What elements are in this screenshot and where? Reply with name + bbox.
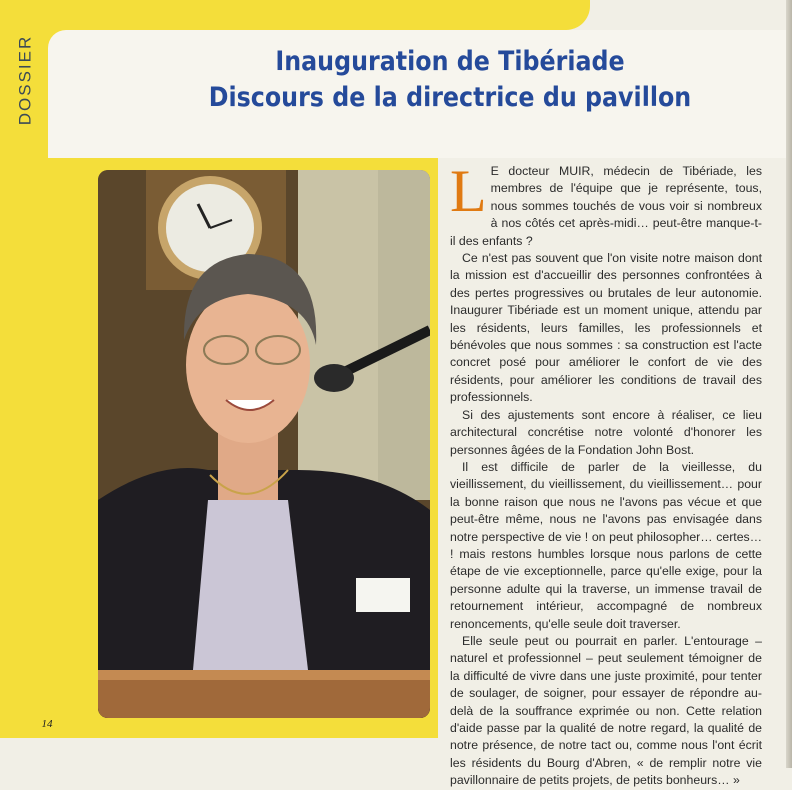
article-paragraph-4: Il est difficile de parler de la vieillesse, du vieillissement, du vieillissement, du vieillissement… pour la bonne raison que nous ne l'avons pas vécue et que peut-être même, nous ne l'avons pas envisagée dans notre perspective de vie ! on peut philosopher… certes… ! mais restons humbles lorsque nous parlons de cette étape de vie exceptionnelle, parce qu'elle exige, pour la personne adulte qui la traverse, un immense travail de retournement intérieur, accompagné de nombreux renoncements, qu'elle seule doit traverser. [450,459,762,631]
speaker-photo-illustration [98,170,430,718]
title-line-1: Inauguration de Tibériade [275,46,625,77]
article-paragraph-2: Ce n'est pas souvent que l'on visite notre maison dont la mission est d'accueillir des personnes confrontées à des pertes progressives ou brutales de leur autonomie. Inaugurer Tibériade est un moment unique, attendu par les résidents, leurs familles, les professionnels et bénévoles que nous sommes : sa construction est l'acte concret posé pour améliorer le confort de vie des résidents, pour améliorer les conditions de travail des professionnels. [450,251,762,405]
article-paragraph-5: Elle seule peut ou pourrait en parler. L'entourage – naturel et professionnel – peut seulement témoigner de la difficulté de vivre dans une juste proximité, pour tenter de soulager, de soigner, pour essayer de répondre au-delà de la souffrance exprimée ou non. Cette relation d'aide passe par la qualité de notre regard, la qualité de notre présence, de notre tact ou, comme nous l'ont écrit les résidents du Bourg d'Abren, « de remplir notre vie pavillonnaire de petits projets, de petits bonheurs… » [450,633,762,788]
yellow-top-strip [0,0,590,30]
title-line-2: Discours de la directrice du pavillon [208,82,692,113]
drop-cap: L [450,158,487,224]
speaker-photo [98,170,430,718]
section-label [10,30,40,130]
page-number-text: 14 [41,718,53,730]
page-spine-shadow [786,0,792,768]
article-body [450,158,762,790]
article-paragraph-3: Si des ajustements sont encore à réaliser, ce lieu architectural concrétise notre volonté d'honorer les personnes âgées de la Fondation John Bost. [450,407,762,457]
page-title [186,44,714,116]
article-paragraph-1-text: E docteur MUIR, médecin de Tibériade, les membres de l'équipe que je représente, tous, nous sommes touchés de vous voir si nombreux à nos côtés cet après-midi… peut-être manque-t-il des enfants ? [450,164,762,248]
article-paragraph-1 [450,158,762,250]
page-number [34,714,60,734]
section-label-text: DOSSIER [15,34,34,126]
